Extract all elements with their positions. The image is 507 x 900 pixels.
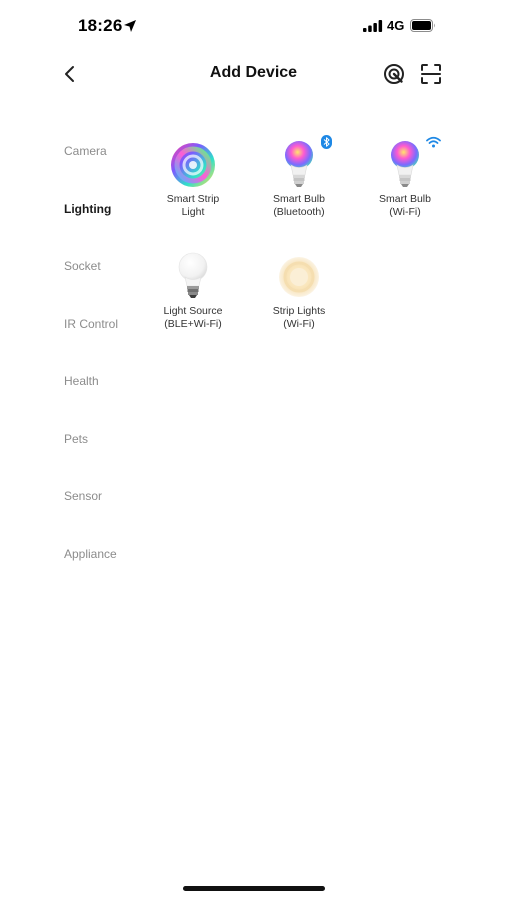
category-pets[interactable]: Pets	[64, 431, 89, 446]
device-label: Smart Bulb (Wi-Fi)	[379, 193, 431, 218]
status-time: 18:26	[78, 16, 123, 35]
home-indicator[interactable]	[183, 886, 325, 891]
device-thumbnail	[166, 137, 220, 193]
battery-icon	[410, 19, 436, 32]
page-title: Add Device	[209, 64, 298, 81]
category-appliance[interactable]: Appliance	[64, 546, 117, 561]
qr-scan-icon	[420, 63, 442, 85]
device-light-source-ble-wifi[interactable]	[140, 249, 246, 361]
scan-nearby-icon	[383, 63, 405, 85]
device-thumbnail	[378, 137, 432, 193]
device-smart-bulb-bluetooth[interactable]	[246, 137, 352, 249]
rgb-bulb-icon	[282, 139, 316, 191]
warm-strip-light-icon	[277, 255, 321, 299]
category-sensor[interactable]: Sensor	[64, 489, 103, 503]
wifi-icon	[426, 136, 441, 148]
device-smart-strip-light[interactable]	[140, 137, 246, 249]
device-smart-bulb-wifi[interactable]	[352, 137, 458, 249]
device-thumbnail	[166, 249, 220, 305]
rgb-bulb-icon	[388, 139, 422, 191]
device-label: Light Source (BLE+Wi-Fi)	[163, 305, 223, 330]
cellular-signal-icon	[363, 20, 383, 32]
network-type: 4G	[387, 18, 405, 33]
device-grid	[140, 137, 458, 361]
status-bar	[0, 0, 507, 50]
category-socket[interactable]: Socket	[64, 259, 101, 273]
category-health[interactable]: Health	[64, 374, 99, 388]
qr-scan-button[interactable]	[417, 60, 445, 88]
white-bulb-icon	[176, 251, 210, 303]
nav-bar	[0, 50, 507, 96]
device-thumbnail	[272, 249, 326, 305]
location-arrow-icon	[123, 19, 137, 33]
category-lighting[interactable]: Lighting	[64, 201, 112, 216]
device-label: Strip Lights (Wi-Fi)	[272, 305, 326, 330]
rgb-strip-light-icon	[169, 141, 217, 189]
bluetooth-icon	[321, 135, 332, 149]
device-label: Smart Strip Light	[166, 193, 220, 218]
scan-nearby-button[interactable]	[380, 60, 408, 88]
device-thumbnail	[272, 137, 326, 193]
device-strip-lights-wifi[interactable]	[246, 249, 352, 361]
category-ir-control[interactable]: IR Control	[64, 316, 119, 331]
category-camera[interactable]: Camera	[64, 144, 107, 158]
device-label: Smart Bulb (Bluetooth)	[273, 193, 325, 218]
